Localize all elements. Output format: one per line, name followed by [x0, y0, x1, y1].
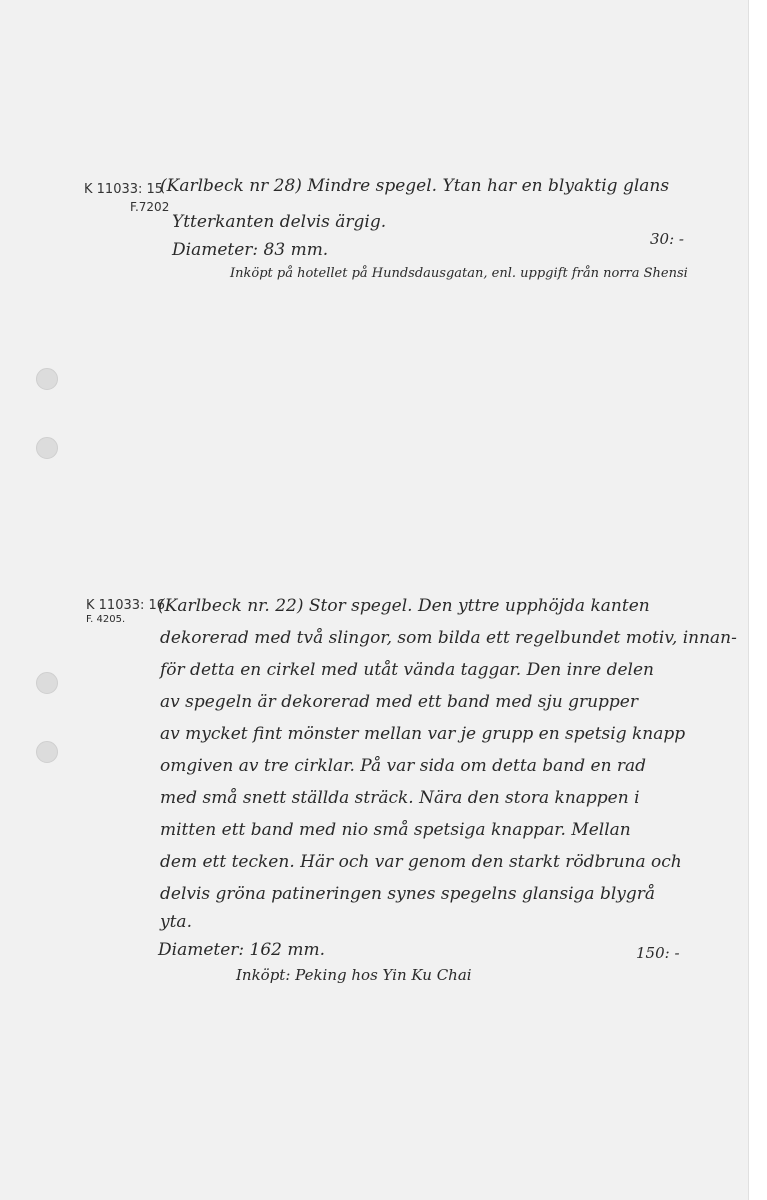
price: 30: - — [650, 230, 684, 248]
entry-line: för detta en cirkel med utåt vända taggar. Den inre delen — [160, 660, 654, 680]
entry-line: av spegeln är dekorerad med ett band med sju grupper — [160, 692, 638, 712]
catalog-number: K 11033: 15 — [84, 182, 164, 197]
entry-line: yta. — [160, 912, 192, 932]
entry-line: dekorerad med två slingor, som bilda ett regelbundet motiv, innan- — [160, 628, 737, 648]
entry-line: Ytterkanten delvis ärgig. — [172, 212, 387, 232]
entry-line: med små snett ställda sträck. Nära den stora knappen i — [160, 788, 640, 808]
entry-line: delvis gröna patineringen synes spegelns glansiga blygrå — [160, 884, 656, 904]
entry-line: Diameter: 83 mm. — [172, 240, 329, 260]
entry-line: av mycket fint mönster mellan var je grupp en spetsig knapp — [160, 724, 686, 744]
catalog-number: K 11033: 16 — [86, 598, 166, 613]
f-number: F.7202 — [130, 200, 170, 214]
punch-hole — [36, 368, 58, 390]
entry-line: omgiven av tre cirklar. På var sida om detta band en rad — [160, 756, 647, 776]
punch-hole — [36, 437, 58, 459]
punch-hole — [36, 672, 58, 694]
entry-line: (Karlbeck nr 28) Mindre spegel. Ytan har en blyaktig glans — [160, 176, 670, 196]
punch-hole — [36, 741, 58, 763]
entry-line: mitten ett band med nio små spetsiga knappar. Mellan — [160, 820, 631, 840]
entry-line: (Karlbeck nr. 22) Stor spegel. Den yttre upphöjda kanten — [158, 596, 650, 616]
purchase-note: Inköpt: Peking hos Yin Ku Chai — [236, 966, 472, 984]
purchase-note: Inköpt på hotellet på Hundsdausgatan, enl. uppgift från norra Shensi — [230, 266, 688, 281]
entry-line: Diameter: 162 mm. — [158, 940, 326, 960]
f-number: F. 4205. — [86, 614, 126, 625]
price: 150: - — [636, 944, 680, 962]
entry-line: dem ett tecken. Här och var genom den starkt rödbruna och — [160, 852, 682, 872]
